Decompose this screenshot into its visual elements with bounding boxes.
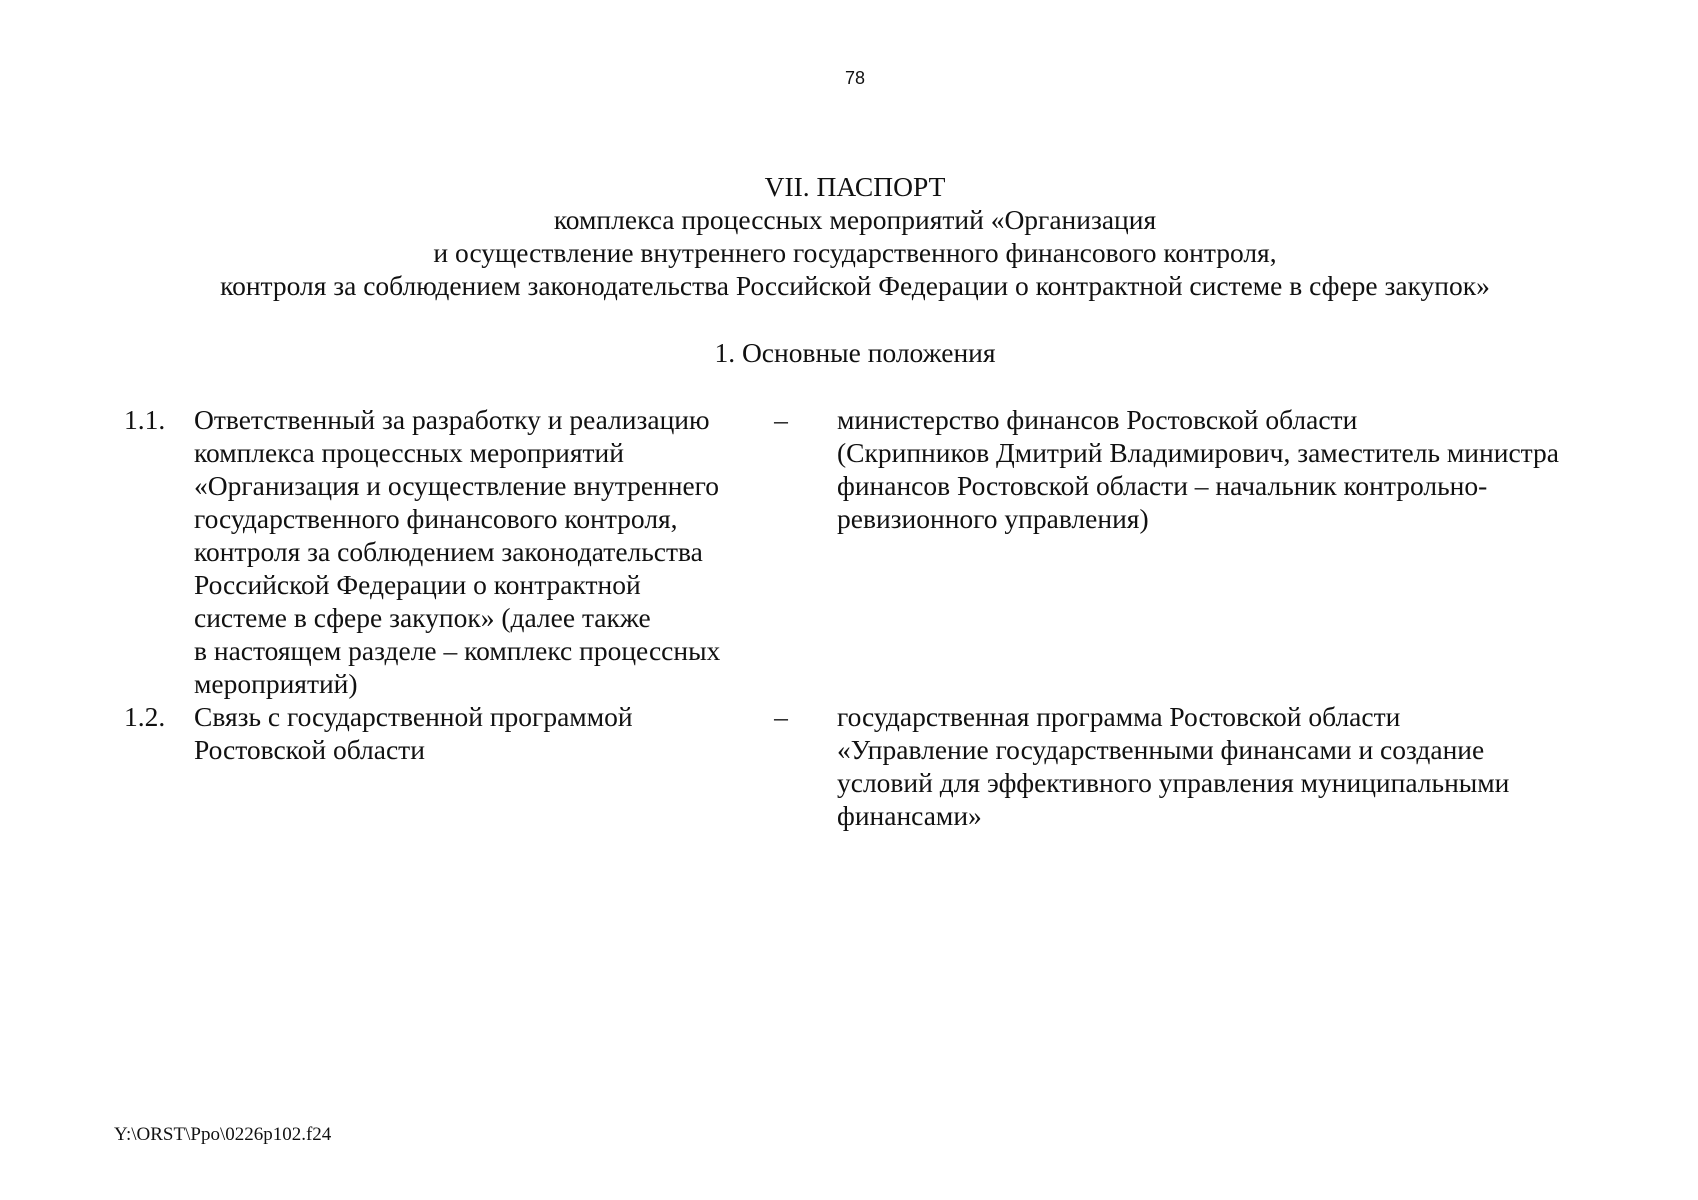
label-line: комплекса процессных мероприятий xyxy=(194,437,624,468)
title-line: комплекса процессных мероприятий «Организация xyxy=(553,204,1157,235)
label-line: системе в сфере закупок» (далее также xyxy=(194,602,651,633)
label-line: в настоящем разделе – комплекс процессных xyxy=(194,635,721,666)
value-line: условий для эффективного управления муниципальными xyxy=(837,767,1510,798)
footer-file-path: Y:\ORST\Ppo\0226p102.f24 xyxy=(114,1124,332,1145)
value-line: государственная программа Ростовской области xyxy=(837,701,1401,732)
label-line: государственного финансового контроля, xyxy=(194,503,678,534)
page-number: 78 xyxy=(844,68,866,88)
label-line: контроля за соблюдением законодательства xyxy=(194,536,703,567)
provision-item xyxy=(0,403,1698,700)
item-dash: – xyxy=(774,404,788,435)
value-line: «Управление государственными финансами и создание xyxy=(837,734,1485,765)
item-label xyxy=(194,403,754,700)
document-title xyxy=(0,170,1698,302)
label-line: Связь с государственной программой xyxy=(194,701,633,732)
provision-item xyxy=(0,700,1698,832)
value-line: министерство финансов Ростовской области xyxy=(837,404,1358,435)
section-heading: 1. Основные положения xyxy=(714,337,996,368)
item-value xyxy=(837,700,1637,832)
item-value xyxy=(837,403,1637,700)
item-dash: – xyxy=(774,701,788,732)
value-line: (Скрипников Дмитрий Владимирович, заместитель министра xyxy=(837,437,1559,468)
label-line: Российской Федерации о контрактной xyxy=(194,569,641,600)
label-line: Ответственный за разработку и реализацию xyxy=(194,404,710,435)
label-line: Ростовской области xyxy=(194,734,425,765)
label-line: мероприятий) xyxy=(194,668,358,699)
label-line: «Организация и осуществление внутреннего xyxy=(194,470,720,501)
item-label xyxy=(194,700,754,832)
provisions-list xyxy=(0,403,1698,832)
value-line: финансов Ростовской области – начальник контрольно- xyxy=(837,470,1488,501)
item-number: 1.2. xyxy=(124,701,166,732)
title-line: контроля за соблюдением законодательства Российской Федерации о контрактной системе в сфере закупок» xyxy=(220,270,1490,301)
title-line: и осуществление внутреннего государственного финансового контроля, xyxy=(433,237,1277,268)
title-line: VII. ПАСПОРТ xyxy=(764,171,946,202)
value-line: ревизионного управления) xyxy=(837,503,1149,534)
value-line: финансами» xyxy=(837,800,982,831)
item-number: 1.1. xyxy=(124,404,166,435)
